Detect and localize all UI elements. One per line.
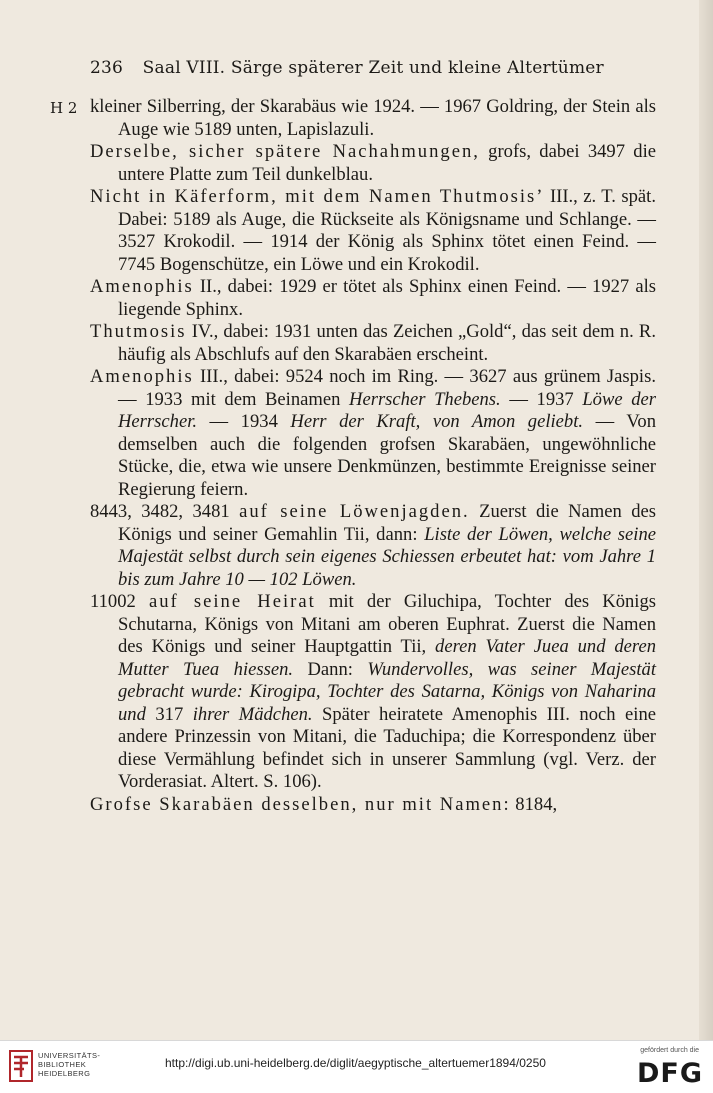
entry-imitations [90,141,656,186]
entry-text: 8184, [510,793,558,815]
entry-text: — 1934 [197,411,291,432]
page-number: 236 [90,58,124,78]
entry-number: 11002 [90,591,149,612]
entry-lion-hunts [90,501,656,591]
entry-lead: Amenophis [90,276,194,297]
entry-silver-ring [90,96,656,141]
entry-italic: ihrer Mädchen. [192,703,313,725]
entry-large-scarabs [90,794,656,817]
university-library-logo-icon [8,1049,34,1083]
entry-italic: Herrscher Thebens. [349,388,501,410]
funded-by-label: gefördert durch die [640,1047,699,1054]
permalink-url[interactable]: http://digi.ub.uni-heidelberg.de/diglit/aegyptische_altertuemer1894/0250 [165,1056,546,1070]
entry-text: III., dabei: 9524 noch im Ring. — 3627 aus grünem Jaspis. — 1933 mit dem Beinamen [118,366,656,410]
entry-text: III., z. T. spät. Dabei: 5189 als Auge, die Rückseite als Königsname und Schlange. — 3527 Krokodil. — 1914 der König als Sphinx tötet einen Feind. — 7745 Bogenschütze, ein Löwe und ein Krokodil. [118,186,656,275]
entry-lead: auf seine Löwenjagden. [239,501,470,522]
entry-text: IV., dabei: 1931 unten das Zeichen „Gold“, das seit dem n. R. häufig als Abschlufs auf den Skarabäen erscheint. [118,321,656,365]
dfg-logo: DFG [636,1058,703,1089]
entry-italic: Wundervolles, was seiner Majestät gebracht wurde: Kirogipa, Tochter des Satarna, Königs von Naharina und [118,658,657,725]
page-edge [699,0,713,1040]
body-text [90,96,656,816]
library-name: UNIVERSITÄTS- BIBLIOTHEK HEIDELBERG [38,1051,101,1078]
margin-mark: H 2 [50,99,78,117]
entry-text: kleiner Silberring, der Skarabäus wie 1924. — 1967 Goldring, der Stein als Auge wie 5189 unten, Lapislazuli. [90,96,656,140]
entry-italic: Löwe der Herrscher. [118,388,656,432]
entry-thutmosis-4 [90,321,656,366]
entry-italic: Liste der Löwen, welche seine Majestät selbst durch sein eigenes Schiessen erbeutet hat: vom Jahre 1 bis zum Jahre 10 — 102 Löwen. [118,523,656,590]
entry-lead: Nicht in Käferform, mit dem Namen Thutmosis’ [90,186,545,207]
entry-lead: Thutmosis [90,321,187,342]
viewer-footer [0,1040,713,1093]
entry-italic: deren Vater Juea und deren Mutter Tuea hiessen. [118,636,656,680]
entry-marriage [90,591,656,794]
entry-text: II., dabei: 1929 er tötet als Sphinx einen Feind. — 1927 als liegende Sphinx. [118,276,656,320]
entry-lead: auf seine Heirat [148,591,316,612]
running-title: Saal VIII. Särge späterer Zeit und kleine Altertümer [142,58,604,78]
entry-italic: Herr der Kraft, von Amon geliebt. [290,411,584,432]
entry-text: 317 [145,703,193,725]
entry-lead: Derselbe, sicher spätere Nachahmungen, [90,141,480,162]
entry-text: Dann: [293,658,368,680]
running-header [90,58,670,78]
entry-text: — Von demselben auch die folgenden grofsen Skarabäen, ungewöhnliche Stücke, die, etwa wie unsere Denkmünzen, bestimmte Ereignisse seiner Regierung feiern. [118,411,656,500]
entry-text: — 1937 [500,388,583,410]
entry-number: 8443, 3482, 3481 [90,501,240,522]
entry-text: mit der Giluchipa, Tochter des Königs Schutarna, Königs von Mitani am oberen Euphrat. Zuerst die Namen des Königs und seiner Hauptgattin Tii, [118,591,656,657]
entry-text: Zuerst die Namen des Königs und seiner Gemahlin Tii, dann: [118,501,656,545]
entry-amenophis-3 [90,366,656,501]
entry-text: grofs, dabei 3497 die untere Platte zum Teil dunkelblau. [118,141,656,185]
entry-thutmosis-3 [90,186,656,276]
entry-amenophis-2 [90,276,656,321]
entry-lead: Amenophis [90,366,194,387]
entry-text: Später heiratete Amenophis III. noch eine andere Prinzessin von Mitani, die Taduchipa; die Korrespondenz über diese Vermählung befindet sich in unserer Sammlung (vgl. Verz. der Vorderasiat. Altert. S. 106). [118,703,656,792]
entry-lead: Grofse Skarabäen desselben, nur mit Namen: [90,793,511,815]
